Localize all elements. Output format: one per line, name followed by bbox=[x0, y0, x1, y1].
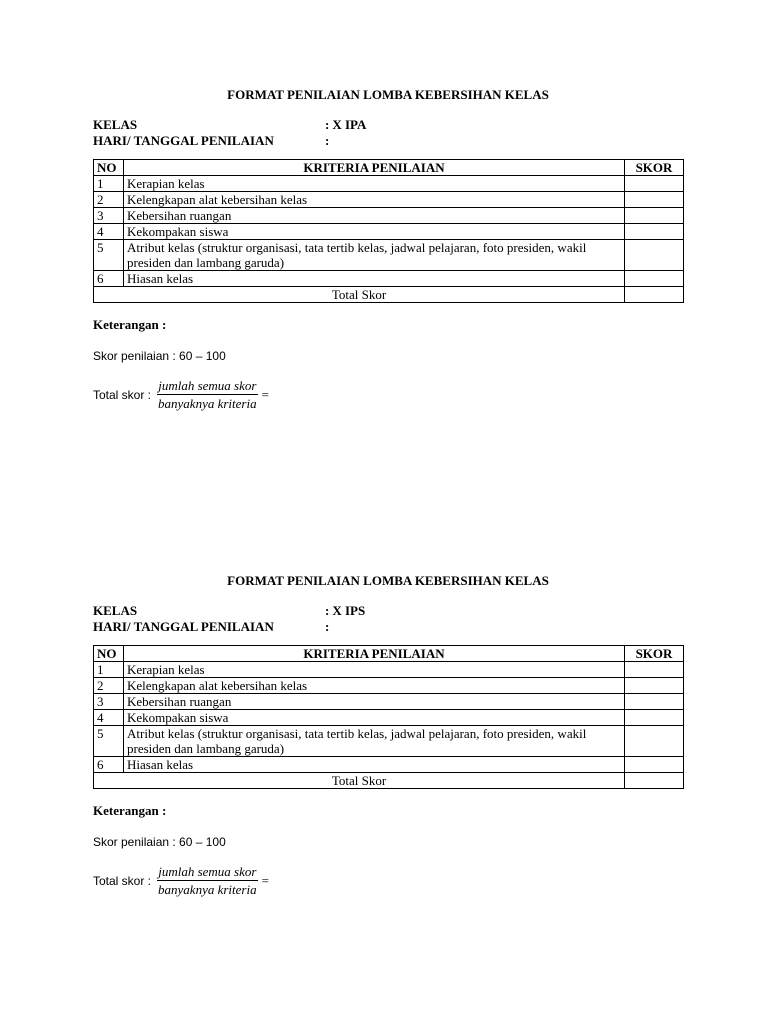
formula-equals-sign: = bbox=[261, 386, 269, 402]
total-score-label: Total Skor bbox=[94, 287, 625, 303]
formula-denominator: banyaknya kriteria bbox=[158, 882, 257, 897]
table-row bbox=[94, 271, 684, 287]
row-score-cell[interactable] bbox=[625, 726, 684, 757]
criteria-table bbox=[93, 159, 684, 303]
kelas-value-group bbox=[325, 117, 366, 133]
row-score-cell[interactable] bbox=[625, 662, 684, 678]
hari-tanggal-label: HARI/ TANGGAL PENILAIAN bbox=[93, 133, 274, 148]
row-number: 6 bbox=[94, 757, 124, 773]
row-score-cell[interactable] bbox=[625, 678, 684, 694]
total-score-formula bbox=[93, 864, 683, 897]
notes-section bbox=[93, 803, 683, 897]
formula-numerator: jumlah semua skor bbox=[158, 378, 257, 393]
table-row bbox=[94, 208, 684, 224]
row-criterion: Atribut kelas (struktur organisasi, tata tertib kelas, jadwal pelajaran, foto presiden, wakil presiden dan lambang garuda) bbox=[124, 240, 625, 271]
kelas-value: X IPA bbox=[332, 117, 367, 132]
row-number: 4 bbox=[94, 224, 124, 240]
row-criterion: Kekompakan siswa bbox=[124, 710, 625, 726]
row-score-cell[interactable] bbox=[625, 224, 684, 240]
hari-tanggal-value-group bbox=[325, 133, 332, 149]
row-number: 5 bbox=[94, 240, 124, 271]
row-score-cell[interactable] bbox=[625, 176, 684, 192]
formula-label: Total skor : bbox=[93, 873, 152, 888]
hari-tanggal-row bbox=[93, 133, 683, 149]
row-score-cell[interactable] bbox=[625, 271, 684, 287]
total-score-cell[interactable] bbox=[625, 773, 684, 789]
notes-section bbox=[93, 317, 683, 411]
hari-tanggal-colon: : bbox=[325, 619, 330, 634]
hari-tanggal-value-group bbox=[325, 619, 332, 635]
column-header-criteria: KRITERIA PENILAIAN bbox=[124, 646, 625, 662]
row-score-cell[interactable] bbox=[625, 694, 684, 710]
table-row bbox=[94, 757, 684, 773]
kelas-label: KELAS bbox=[93, 603, 138, 618]
assessment-form-ipa bbox=[93, 87, 683, 411]
row-number: 1 bbox=[94, 662, 124, 678]
table-row bbox=[94, 662, 684, 678]
row-criterion: Kelengkapan alat kebersihan kelas bbox=[124, 192, 625, 208]
formula-numerator: jumlah semua skor bbox=[158, 864, 257, 879]
row-number: 3 bbox=[94, 694, 124, 710]
row-number: 1 bbox=[94, 176, 124, 192]
row-criterion: Hiasan kelas bbox=[124, 757, 625, 773]
kelas-value: X IPS bbox=[332, 603, 366, 618]
column-header-criteria: KRITERIA PENILAIAN bbox=[124, 160, 625, 176]
row-number: 2 bbox=[94, 192, 124, 208]
row-number: 3 bbox=[94, 208, 124, 224]
row-criterion: Kerapian kelas bbox=[124, 176, 625, 192]
kelas-row bbox=[93, 117, 683, 133]
criteria-table bbox=[93, 645, 684, 789]
kelas-row bbox=[93, 603, 683, 619]
column-header-no: NO bbox=[94, 646, 124, 662]
table-row bbox=[94, 176, 684, 192]
score-range-text: Skor penilaian : 60 – 100 bbox=[93, 349, 226, 363]
table-row bbox=[94, 710, 684, 726]
table-row bbox=[94, 726, 684, 757]
row-number: 5 bbox=[94, 726, 124, 757]
row-score-cell[interactable] bbox=[625, 757, 684, 773]
row-criterion: Kerapian kelas bbox=[124, 662, 625, 678]
notes-heading: Keterangan : bbox=[93, 803, 167, 818]
row-number: 6 bbox=[94, 271, 124, 287]
kelas-colon: : bbox=[325, 603, 330, 618]
table-row bbox=[94, 678, 684, 694]
column-header-no: NO bbox=[94, 160, 124, 176]
row-score-cell[interactable] bbox=[625, 240, 684, 271]
kelas-label: KELAS bbox=[93, 117, 138, 132]
total-row bbox=[94, 287, 684, 303]
row-number: 2 bbox=[94, 678, 124, 694]
total-score-cell[interactable] bbox=[625, 287, 684, 303]
table-row bbox=[94, 224, 684, 240]
form-header-info bbox=[93, 603, 683, 635]
formula-label: Total skor : bbox=[93, 387, 152, 402]
row-criterion: Kebersihan ruangan bbox=[124, 208, 625, 224]
total-row bbox=[94, 773, 684, 789]
column-header-score: SKOR bbox=[625, 646, 684, 662]
kelas-colon: : bbox=[325, 117, 330, 132]
row-criterion: Kebersihan ruangan bbox=[124, 694, 625, 710]
kelas-value-group bbox=[325, 603, 365, 619]
table-row bbox=[94, 192, 684, 208]
formula-fraction bbox=[157, 864, 258, 897]
hari-tanggal-label: HARI/ TANGGAL PENILAIAN bbox=[93, 619, 274, 634]
form-header-info bbox=[93, 117, 683, 149]
row-number: 4 bbox=[94, 710, 124, 726]
table-header-row bbox=[94, 160, 684, 176]
row-criterion: Kelengkapan alat kebersihan kelas bbox=[124, 678, 625, 694]
notes-heading: Keterangan : bbox=[93, 317, 167, 332]
row-score-cell[interactable] bbox=[625, 192, 684, 208]
row-criterion: Hiasan kelas bbox=[124, 271, 625, 287]
row-score-cell[interactable] bbox=[625, 710, 684, 726]
hari-tanggal-row bbox=[93, 619, 683, 635]
table-header-row bbox=[94, 646, 684, 662]
total-score-formula bbox=[93, 378, 683, 411]
row-score-cell[interactable] bbox=[625, 208, 684, 224]
score-range-text: Skor penilaian : 60 – 100 bbox=[93, 835, 226, 849]
table-row bbox=[94, 694, 684, 710]
hari-tanggal-colon: : bbox=[325, 133, 330, 148]
row-criterion: Atribut kelas (struktur organisasi, tata tertib kelas, jadwal pelajaran, foto presiden, wakil presiden dan lambang garuda) bbox=[124, 726, 625, 757]
formula-denominator: banyaknya kriteria bbox=[158, 396, 257, 411]
row-criterion: Kekompakan siswa bbox=[124, 224, 625, 240]
total-score-label: Total Skor bbox=[94, 773, 625, 789]
assessment-form-ips bbox=[93, 573, 683, 897]
formula-equals-sign: = bbox=[261, 872, 269, 888]
formula-fraction bbox=[157, 378, 258, 411]
form-title: FORMAT PENILAIAN LOMBA KEBERSIHAN KELAS bbox=[227, 573, 549, 588]
table-row bbox=[94, 240, 684, 271]
column-header-score: SKOR bbox=[625, 160, 684, 176]
form-title: FORMAT PENILAIAN LOMBA KEBERSIHAN KELAS bbox=[227, 87, 549, 102]
